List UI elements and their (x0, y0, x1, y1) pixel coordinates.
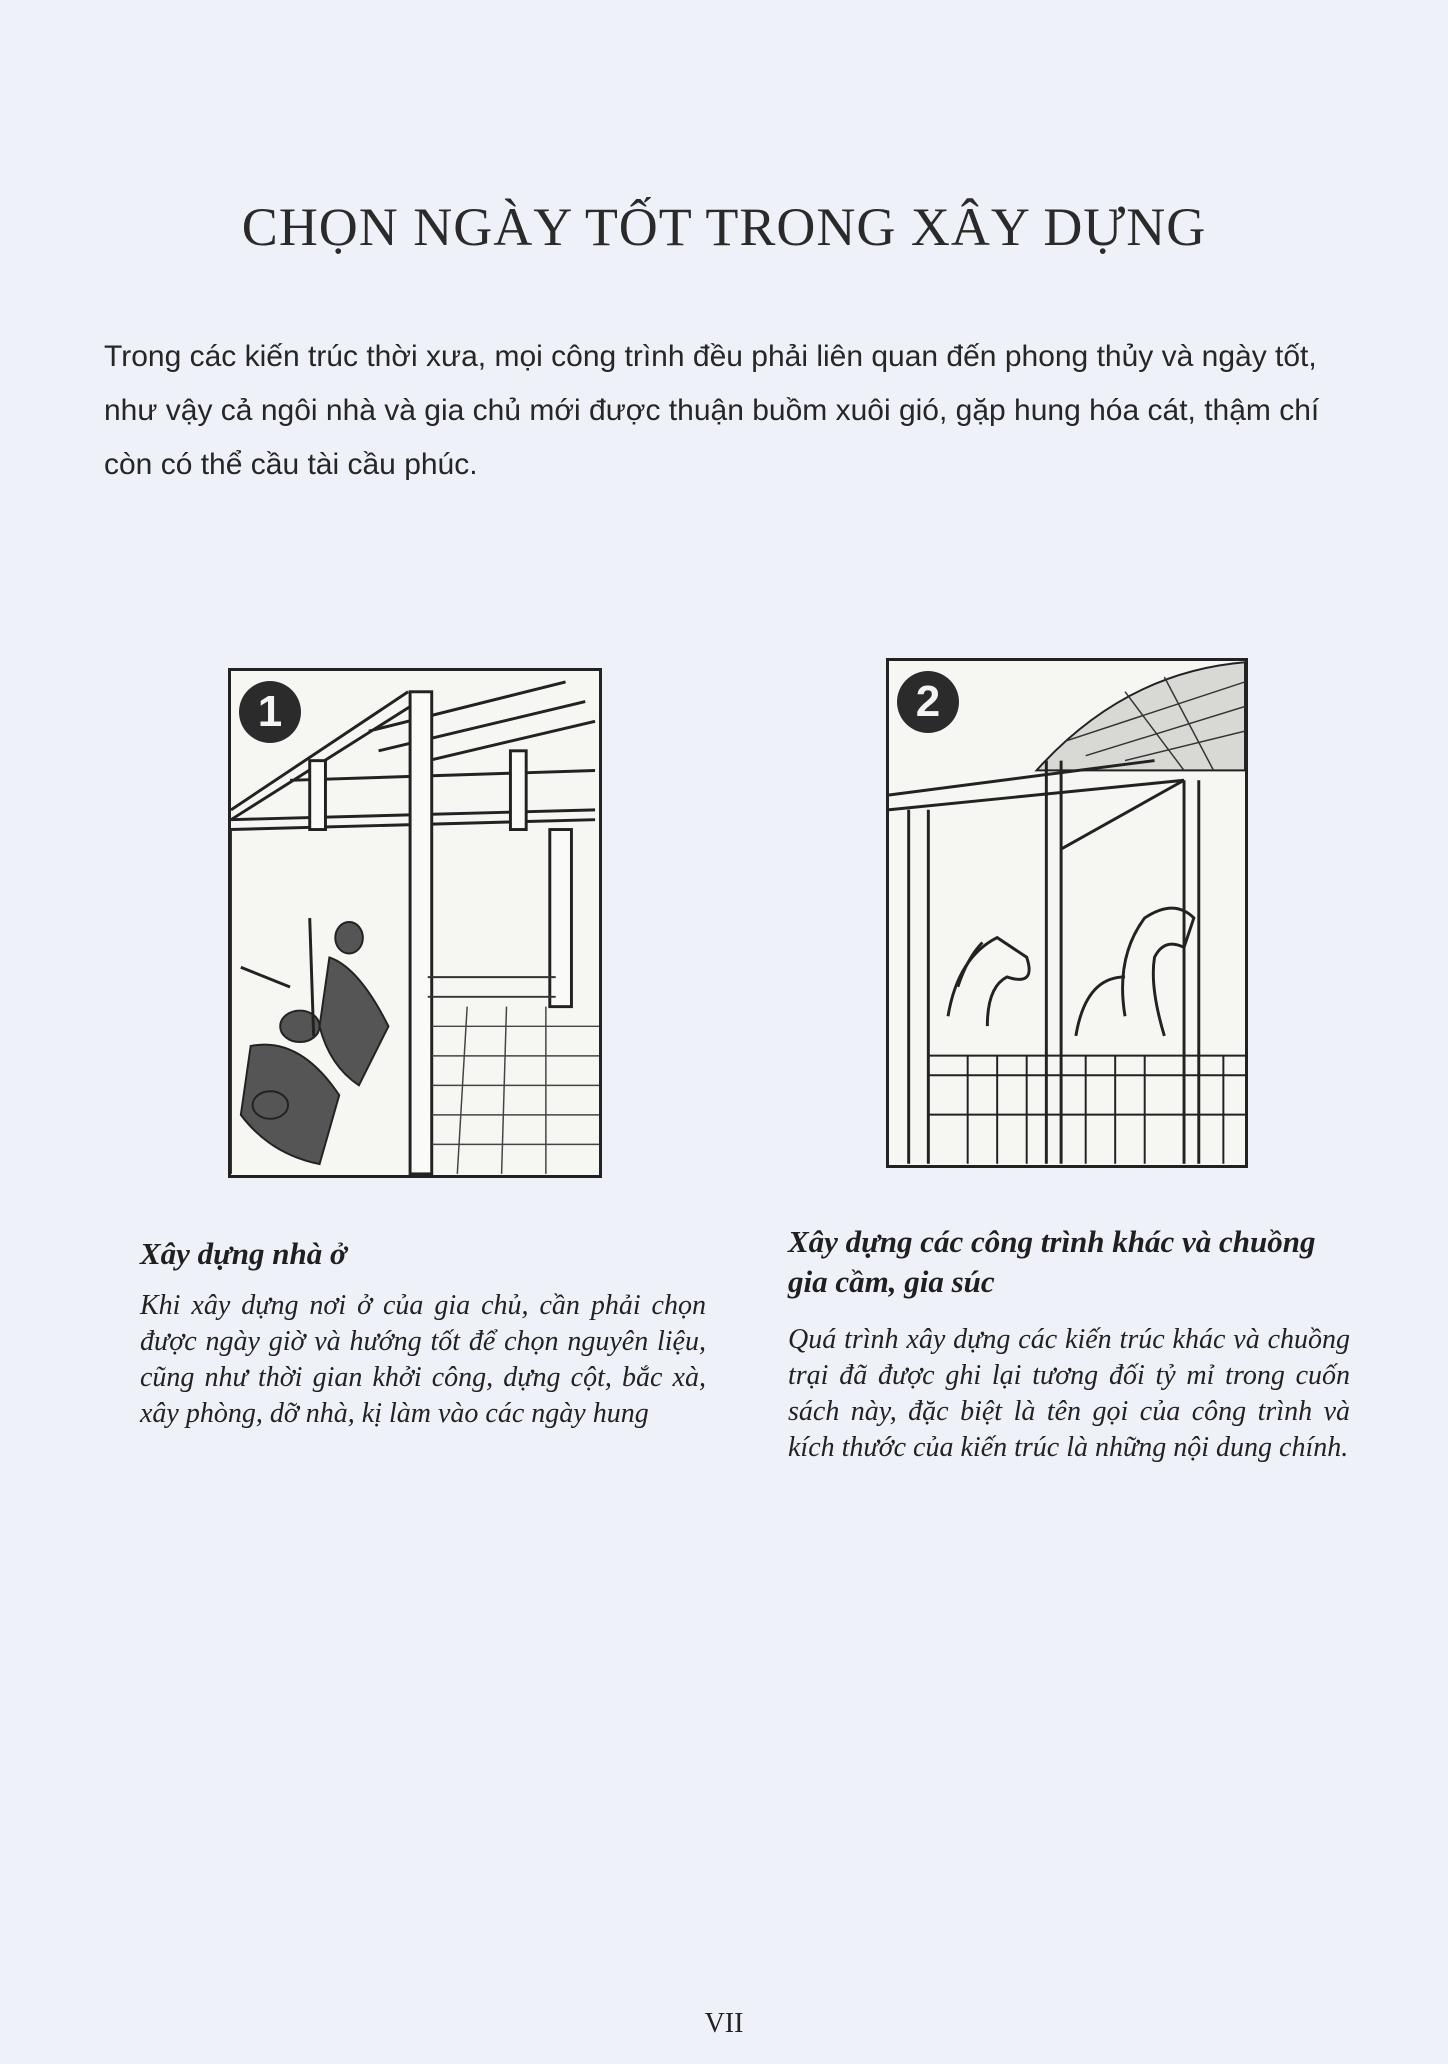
caption-body-stable: Quá trình xây dựng các kiến trúc khác và chuồng trại đã được ghi lại tương đối tỷ mỉ trong cuốn sách này, đặc biệt là tên gọi của công trình và kích thước của kiến trúc là những nội dung chính. (788, 1324, 1350, 1463)
page-number: VII (704, 2008, 744, 2039)
figure-stable-construction (886, 658, 1248, 1168)
figure-house-construction (228, 668, 602, 1178)
intro-paragraph: Trong các kiến trúc thời xưa, mọi công trình đều phải liên quan đến phong thủy và ngày tốt, như vậy cả ngôi nhà và gia chủ mới được thuận buồm xuôi gió, gặp hung hóa cát, thậm chí còn có thể cầu tài cầu phúc. (104, 340, 1320, 481)
horse-stable-illustration-icon (889, 661, 1245, 1165)
caption-title-stable: Xây dựng các công trình khác và chuồng gia cầm, gia súc (788, 1224, 1316, 1299)
figure-number-badge: 1 (239, 681, 301, 743)
caption-body-house: Khi xây dựng nơi ở của gia chủ, cần phải chọn được ngày giờ và hướng tốt để chọn nguyên liệu, cũng như thời gian khởi công, dựng cột, bắc xà, xây phòng, dỡ nhà, kị làm vào các ngày hung (140, 1290, 706, 1429)
figure-number-badge: 2 (897, 671, 959, 733)
caption-title-house: Xây dựng nhà ở (140, 1236, 347, 1271)
page-title: CHỌN NGÀY TỐT TRONG XÂY DỰNG (241, 197, 1207, 257)
house-construction-illustration-icon (231, 671, 599, 1175)
